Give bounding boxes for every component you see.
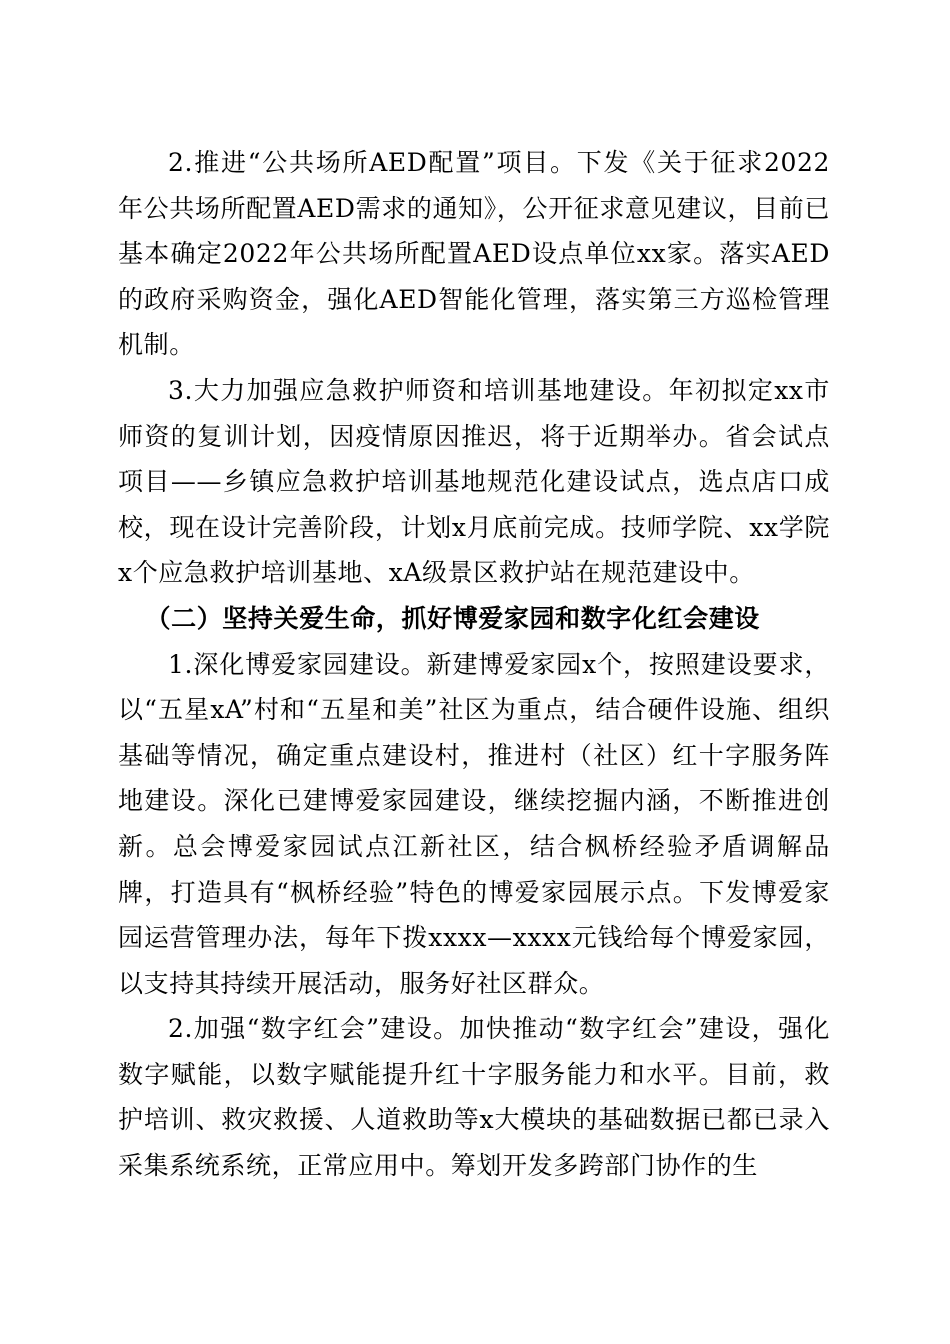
paragraph-training-base: 3.大力加强应急救护师资和培训基地建设。年初拟定xx市师资的复训计划，因疫情原因推迟，将于近期举办。省会试点项目——乡镇应急救护培训基地规范化建设试点，选点店口成校，现在设计完善阶段，计划x月底前完成。技师学院、xx学院x个应急救护培训基地、xA级景区救护站在规范建设中。	[118, 375, 830, 588]
section-heading: （二）坚持关爱生命，抓好博爱家园和数字化红会建设	[145, 603, 760, 633]
paragraph-boai-homeland: 1.深化博爱家园建设。新建博爱家园x个，按照建设要求，以“五星xA”村和“五星和美”社区为重点，结合硬件设施、组织基础等情况，确定重点建设村，推进村（社区）红十字服务阵地建设。深化已建博爱家园建设，继续挖掘内涵，不断推进创新。总会博爱家园试点江新社区，结合枫桥经验矛盾调解品牌，打造具有“枫桥经验”特色的博爱家园展示点。下发博爱家园运营管理办法，每年下拨xxxx—xxxx元钱给每个博爱家园，以支持其持续开展活动，服务好社区群众。	[118, 649, 830, 998]
paragraph-digital-red-cross: 2.加强“数字红会”建设。加快推动“数字红会”建设，强化数字赋能，以数字赋能提升红十字服务能力和水平。目前，救护培训、救灾救援、人道救助等x大模块的基础数据已都已录入采集系统系统，正常应用中。筹划开发多跨部门协作的生	[118, 1014, 830, 1181]
document-body	[118, 140, 830, 1189]
paragraph-aed-deployment: 2.推进“公共场所AED配置”项目。下发《关于征求2022年公共场所配置AED需求的通知》，公开征求意见建议，目前已基本确定2022年公共场所配置AED设点单位xx家。落实AED的政府采购资金，强化AED智能化管理，落实第三方巡检管理机制。	[118, 148, 830, 360]
